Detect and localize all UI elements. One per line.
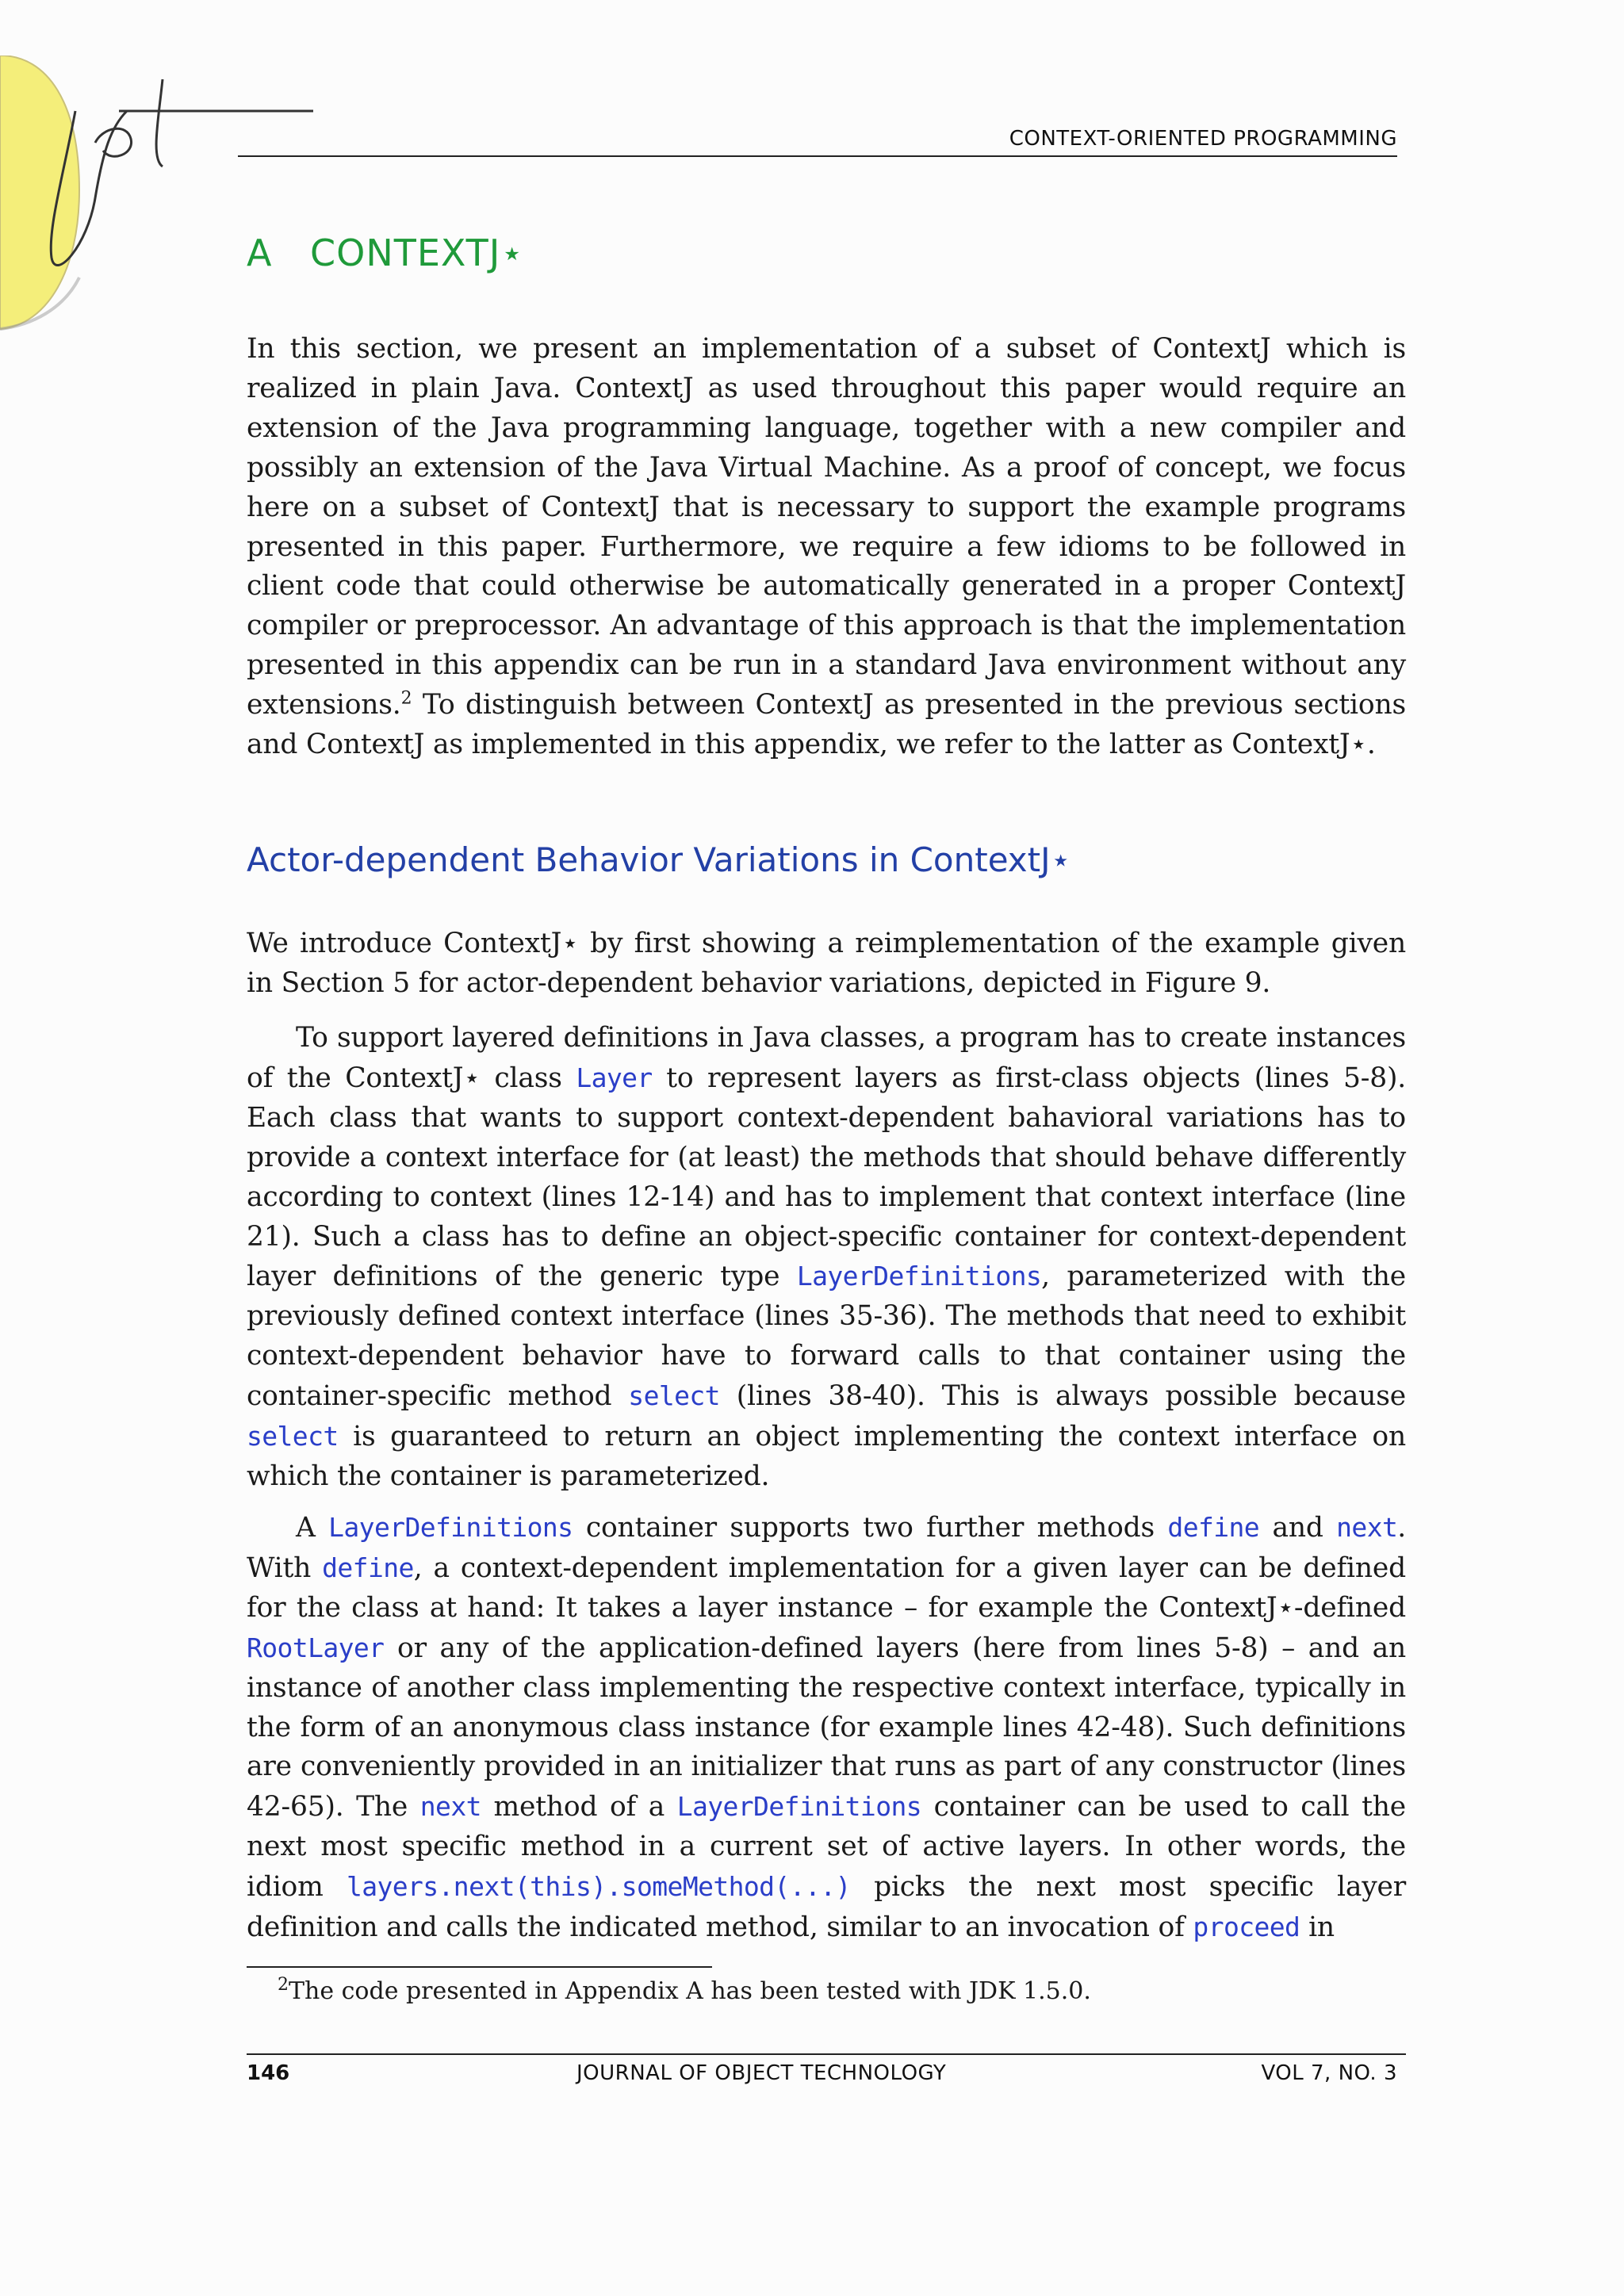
code-define: define bbox=[322, 1552, 414, 1583]
journal-name: JOURNAL OF OBJECT TECHNOLOGY bbox=[576, 2061, 947, 2085]
code-proceed: proceed bbox=[1193, 1911, 1300, 1943]
code-next: next bbox=[1336, 1512, 1398, 1543]
volume-info: VOL 7, NO. 3 bbox=[1261, 2061, 1397, 2085]
footnote-rule bbox=[247, 1966, 712, 1968]
footnote bbox=[278, 1974, 1091, 2009]
code-select: select bbox=[247, 1421, 339, 1452]
footnote-number: 2 bbox=[278, 1975, 289, 1995]
footer-rule bbox=[247, 2053, 1406, 2055]
code-idiom: layers.next(this).someMethod(...) bbox=[346, 1871, 851, 1903]
footnote-text: The code presented in Appendix A has been tested with JDK 1.5.0. bbox=[289, 1977, 1091, 2005]
page-number: 146 bbox=[247, 2061, 290, 2085]
running-head: CONTEXT-ORIENTED PROGRAMMING bbox=[1009, 127, 1397, 151]
footnote-mark: 2 bbox=[400, 688, 412, 709]
paragraph-2: To support layered definitions in Java classes, a program has to create instances of the ContextJ⋆ class Layer to represent layers as first-class objects (lines 5-8). Each class that wants to support context-dependent bahavioral variations has to provide a context interface for (at least) the methods that should behave differently according to context (lines 12-14) and has to implement that context interface (line 21). Such a class has to define an object-specific container for context-dependent layer definitions of the generic type LayerDefinitions, parameterized with the previously defined context interface (lines 35-36). The methods that need to exhibit context-dependent behavior have to forward calls to that container using the container-specific method select (lines 38-40). This is always possible because select is guaranteed to return an object implementing the context interface on which the container is parameterized. bbox=[247, 1022, 1407, 1492]
code-select: select bbox=[628, 1380, 720, 1412]
section-number: A bbox=[247, 232, 273, 274]
code-next: next bbox=[419, 1791, 481, 1823]
header-rule bbox=[238, 155, 1397, 157]
code-layerdefinitions: LayerDefinitions bbox=[676, 1791, 922, 1823]
section-title-text: CONTEXTJ⋆ bbox=[310, 232, 525, 274]
code-layerdefinitions: LayerDefinitions bbox=[796, 1261, 1042, 1292]
code-define: define bbox=[1167, 1512, 1260, 1543]
jot-logo bbox=[0, 55, 333, 341]
paragraph-1: We introduce ContextJ⋆ by first showing a reimplementation of the example given in Section 5 for actor-dependent behavior variations, depicted in Figure 9. bbox=[247, 928, 1406, 999]
code-layer: Layer bbox=[576, 1062, 653, 1093]
paragraph-3: A LayerDefinitions container supports two further methods define and next. With define, a context-dependent implementation for a given layer can be defined for the class at hand: It takes a layer instance – for example the ContextJ⋆-defined RootLayer or any of the application-defined layers (here from lines 5-8) – and an instance of another class implementing the respective context interface, typically in the form of an anonymous class instance (for example lines 42-48). Such definitions are conveniently provided in an initializer that runs as part of any constructor (lines 42-65). The next method of a LayerDefinitions container can be used to call the next most specific method in a current set of active layers. In other words, the idiom layers.next(this).someMethod(...) picks the next most specific layer definition and calls the indicated method, similar to an invocation of proceed in bbox=[247, 1512, 1407, 1944]
section-title bbox=[247, 232, 524, 274]
code-layerdefinitions: LayerDefinitions bbox=[328, 1512, 573, 1543]
subsection-title: Actor-dependent Behavior Variations in ContextJ⋆ bbox=[247, 840, 1071, 879]
code-rootlayer: RootLayer bbox=[247, 1632, 385, 1663]
intro-paragraph: In this section, we present an implementation of a subset of ContextJ which is realized in plain Java. ContextJ as used throughout this paper would require an extension of the Java programming language, together with a new compiler and possibly an extension of the Java Virtual Machine. As a proof of concept, we focus here on a subset of ContextJ that is necessary to support the example programs presented in this paper. Furthermore, we require a few idioms to be followed in client code that could otherwise be automatically generated in a proper ContextJ compiler or preprocessor. An advantage of this approach is that the implementation presented in this appendix can be run in a standard Java environment without any extensions.$^2$ To distinguish between ContextJ as presented in the previous sections and ContextJ as implemented in this appendix, we refer to the latter as ContextJ⋆. bbox=[247, 333, 1406, 761]
